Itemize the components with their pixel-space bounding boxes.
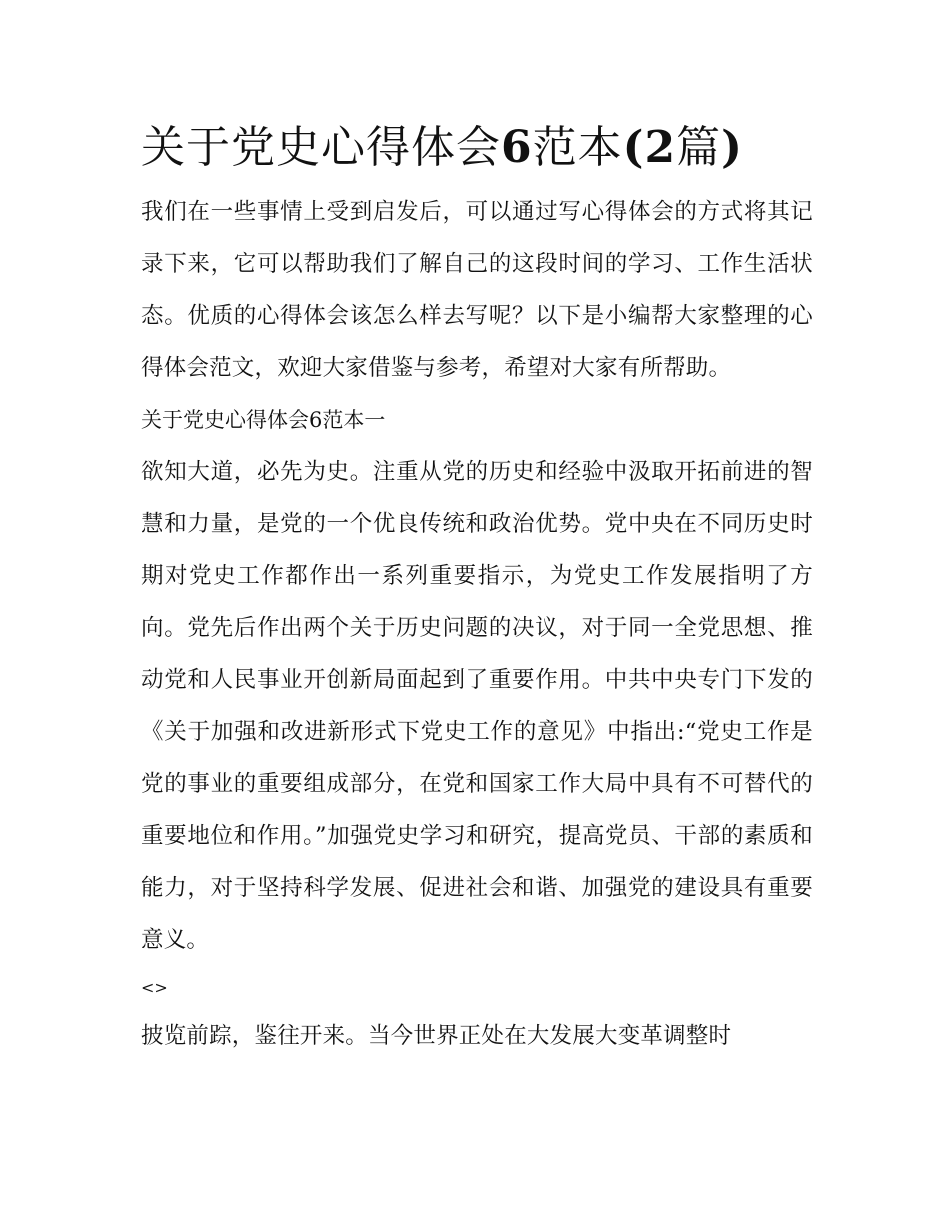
section-heading: 关于党史心得体会6范本一 <box>141 408 386 432</box>
body-paragraph-2: 披览前踪，鉴往开来。当今世界正处在大发展大变革调整时 <box>141 1023 732 1049</box>
document-content <box>141 110 813 1062</box>
body-paragraph-1: 欲知大道，必先为史。注重从党的历史和经验中汲取开拓前进的智慧和力量，是党的一个优良传统和政治优势。党中央在不同历史时期对党史工作都作出一系列重要指示，为党史工作发展指明了方向。党先后作出两个关于历史问题的决议，对于同一全党思想、推动党和人民事业开创新局面起到了重要作用。中共中央专门下发的《关于加强和改进新形式下党史工作的意见》中指出:“党史工作是党的事业的重要组成部分，在党和国家工作大局中具有不可替代的重要地位和作用。”加强党史学习和研究，提高党员、干部的素质和能力，对于坚持科学发展、促进社会和谐、加强党的建设具有重要意义。 <box>141 459 813 953</box>
intro-paragraph: 我们在一些事情上受到启发后，可以通过写心得体会的方式将其记录下来，它可以帮助我们了解自己的这段时间的学习、工作生活状态。优质的心得体会该怎么样去写呢？以下是小编帮大家整理的心得体会范文，欢迎大家借鉴与参考，希望对大家有所帮助。 <box>141 199 813 381</box>
section-marker: <> <box>141 978 168 997</box>
document-title: 关于党史心得体会6范本(2篇) <box>141 122 743 173</box>
